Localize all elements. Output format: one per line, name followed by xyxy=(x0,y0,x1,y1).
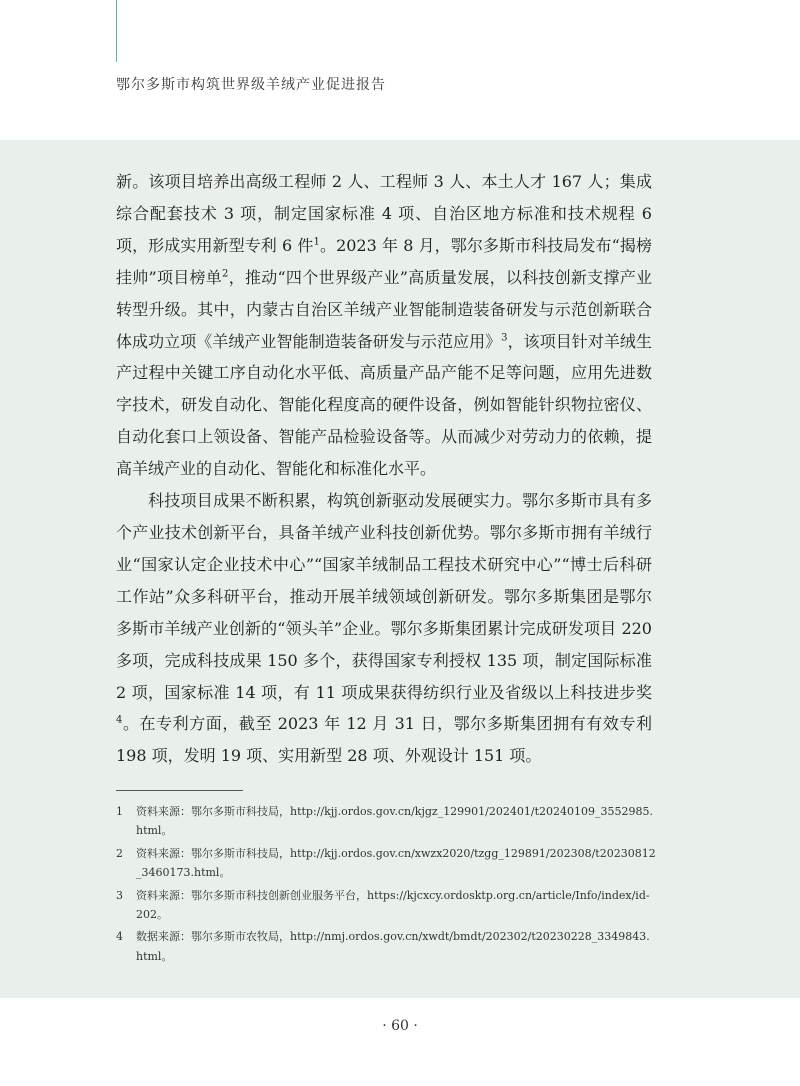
footnote-number: 1 xyxy=(116,805,123,818)
paragraph-2-text-a: 科技项目成果不断积累，构筑创新驱动发展硬实力。鄂尔多斯市具有多个产业技术创新平台，具备羊绒产业科技创新优势。鄂尔多斯市拥有羊绒行业“国家认定企业技术中心”“国家羊绒制品工程技术研究中心”“博士后科研工作站”众多科研平台，推动开展羊绒领域创新研发。鄂尔多斯集团是鄂尔多斯市羊绒产业创新的“领头羊”企业。鄂尔多斯集团累计完成研发项目 220 多项，完成科技成果 150 多个，获得国家专利授权 135 项，制定国际标准 2 项，国家标准 14 项，有 11 项成果获得纺织行业及省级以上科技进步奖 xyxy=(116,491,652,702)
footnote-number: 2 xyxy=(116,846,123,860)
page-number: · 60 · xyxy=(382,1018,418,1034)
paragraph-1-text-a: 新。该项目培养出高级工程师 2 人、工程师 3 人、本土人才 167 人；集成综合配套技术 3 项，制定国家标准 4 项、自治区地方标准和技术规程 6 项，形成实用新型专利 6 件 xyxy=(116,172,652,255)
footnote-item xyxy=(116,927,656,966)
paragraph-1-text-b: 。2023 年 8 月，鄂尔多斯市科技局发布“揭榜挂帅”项目榜单 xyxy=(116,235,652,287)
footnote-number: 3 xyxy=(116,888,123,902)
footnote-separator xyxy=(116,790,243,791)
page-header xyxy=(0,0,800,140)
footnote-ref-4: 4 xyxy=(116,715,123,727)
footnote-text: 资料来源：鄂尔多斯市科技创新创业服务平台，https://kjcxcy.ordosktp.org.cn/article/Info/index/id-202。 xyxy=(136,888,650,922)
footnotes xyxy=(116,802,656,969)
footnote-text: 资料来源：鄂尔多斯市科技局，http://kjj.ordos.gov.cn/xwzx2020/tzgg_129891/202308/t20230812_3460173.html。 xyxy=(136,846,656,880)
footnote-item xyxy=(116,802,656,841)
body-text xyxy=(116,166,652,772)
paragraph-1 xyxy=(116,166,652,485)
footnote-ref-1: 1 xyxy=(313,236,320,248)
paragraph-1-text-c: ，推动“四个世界级产业”高质量发展，以科技创新支撑产业转型升级。其中，内蒙古自治区羊绒产业智能制造装备研发与示范创新联合体成功立项《羊绒产业智能制造装备研发与示范应用》 xyxy=(116,267,652,351)
paragraph-2 xyxy=(116,485,652,772)
header-vertical-rule xyxy=(116,0,117,62)
footnote-ref-3: 3 xyxy=(501,332,508,344)
paragraph-1-text-d: ，该项目针对羊绒生产过程中关键工序自动化水平低、高质量产品产能不足等问题，应用先进数字技术，研发自动化、智能化程度高的硬件设备，例如智能针织物拉密仪、自动化套口上领设备、智能产品检验设备等。从而减少对劳动力的依赖，提高羊绒产业的自动化、智能化和标准化水平。 xyxy=(116,331,652,479)
footnote-number: 4 xyxy=(116,930,123,944)
footnote-text: 数据来源：鄂尔多斯市农牧局，http://nmj.ordos.gov.cn/xwdt/bmdt/202302/t20230228_3349843.html。 xyxy=(136,930,650,963)
footnote-ref-2: 2 xyxy=(222,268,229,280)
footnote-text: 资料来源：鄂尔多斯市科技局，http://kjj.ordos.gov.cn/kjgz_129901/202401/t20240109_3552985.html。 xyxy=(136,805,653,838)
running-title: 鄂尔多斯市构筑世界级羊绒产业促进报告 xyxy=(116,77,386,93)
paragraph-2-text-b: 。在专利方面，截至 2023 年 12 月 31 日，鄂尔多斯集团拥有有效专利 198 项，发明 19 项、实用新型 28 项、外观设计 151 项。 xyxy=(116,714,652,766)
footnote-item xyxy=(116,886,656,925)
footnote-item xyxy=(116,844,656,883)
